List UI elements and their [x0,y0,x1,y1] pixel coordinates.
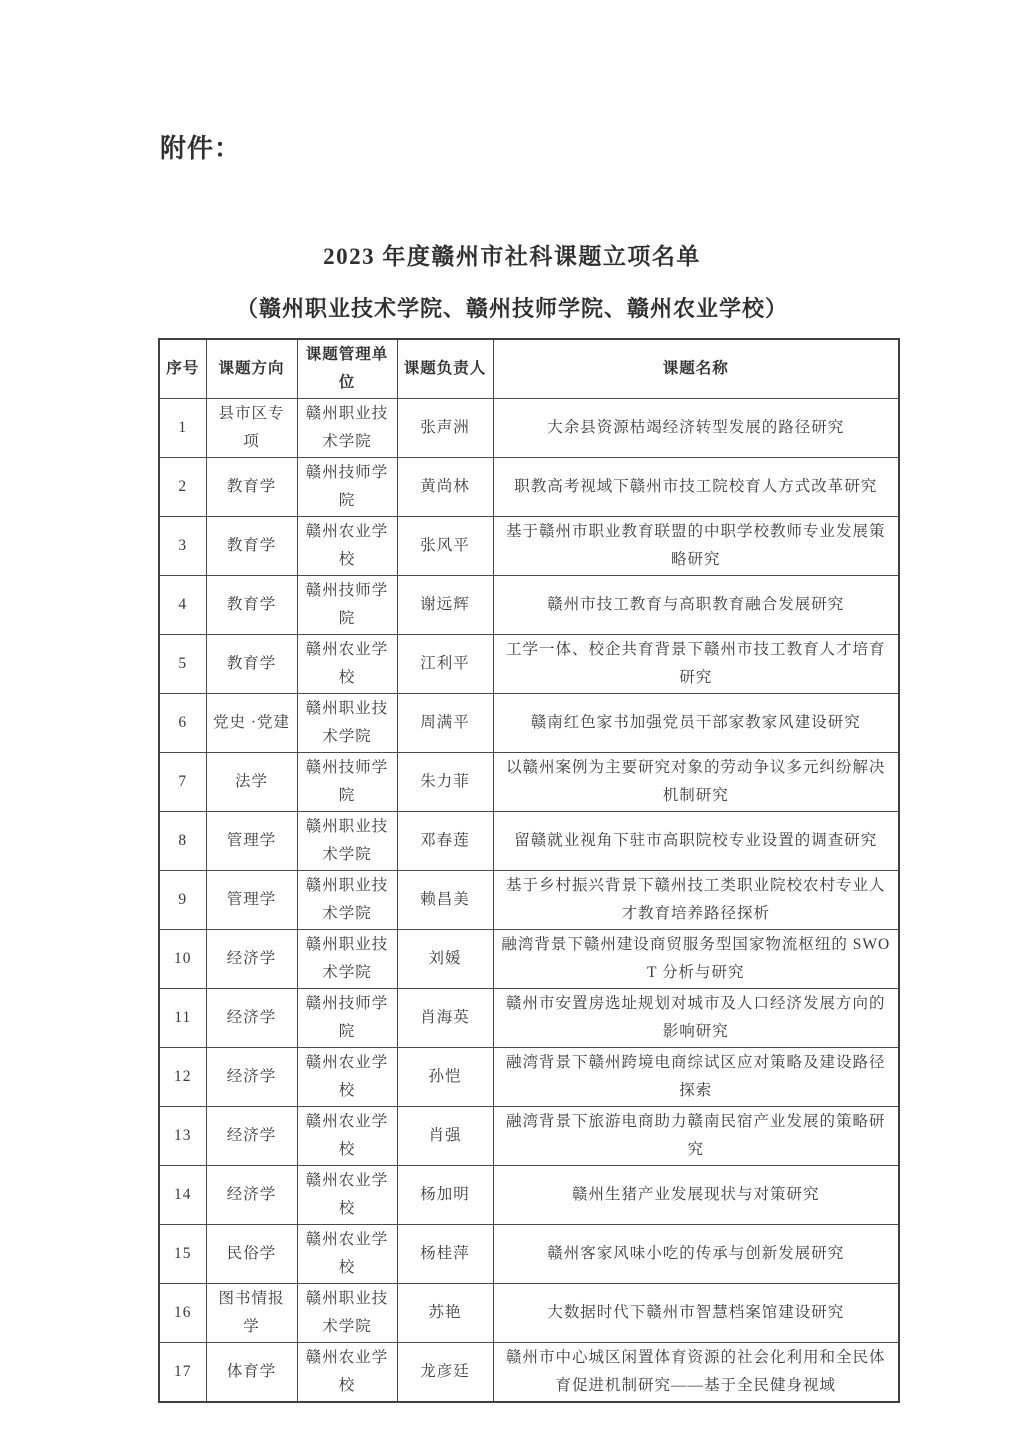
table-row [159,1343,899,1403]
table-row [159,1225,899,1284]
cell-direction: 教育学 [206,635,297,694]
projects-table-header [159,339,899,399]
table-row [159,989,899,1048]
table-row [159,1048,899,1107]
cell-no: 15 [159,1225,206,1284]
table-row [159,517,899,576]
cell-title: 留赣就业视角下驻市高职院校专业设置的调查研究 [493,812,899,871]
cell-unit: 赣州职业技术学院 [297,930,397,989]
cell-no: 1 [159,399,206,458]
table-row [159,399,899,458]
cell-leader: 谢远辉 [397,576,493,635]
header-row [159,339,899,399]
cell-unit: 赣州职业技术学院 [297,694,397,753]
table-row [159,871,899,930]
cell-direction: 法学 [206,753,297,812]
cell-direction: 体育学 [206,1343,297,1403]
cell-unit: 赣州技师学院 [297,458,397,517]
cell-title: 赣南红色家书加强党员干部家教家风建设研究 [493,694,899,753]
table-row [159,458,899,517]
cell-unit: 赣州技师学院 [297,753,397,812]
projects-table [158,338,900,1403]
cell-no: 3 [159,517,206,576]
cell-leader: 肖强 [397,1107,493,1166]
cell-title: 以赣州案例为主要研究对象的劳动争议多元纠纷解决机制研究 [493,753,899,812]
cell-unit: 赣州农业学校 [297,1225,397,1284]
page-title: 2023 年度赣州市社科课题立项名单 [323,244,701,269]
cell-no: 17 [159,1343,206,1403]
cell-no: 13 [159,1107,206,1166]
cell-direction: 民俗学 [206,1225,297,1284]
cell-unit: 赣州农业学校 [297,517,397,576]
cell-leader: 杨桂萍 [397,1225,493,1284]
cell-direction: 党史 ·党建 [206,694,297,753]
header-cell-no: 序号 [159,339,206,399]
table-row [159,694,899,753]
cell-title: 工学一体、校企共育背景下赣州市技工教育人才培育研究 [493,635,899,694]
cell-title: 融湾背景下赣州建设商贸服务型国家物流枢纽的 SWOT 分析与研究 [493,930,899,989]
cell-no: 11 [159,989,206,1048]
cell-leader: 黄尚林 [397,458,493,517]
cell-no: 9 [159,871,206,930]
cell-direction: 管理学 [206,871,297,930]
cell-leader: 刘媛 [397,930,493,989]
cell-leader: 朱力菲 [397,753,493,812]
cell-title: 赣州市中心城区闲置体育资源的社会化利用和全民体育促进机制研究——基于全民健身视域 [493,1343,899,1403]
table-row [159,1166,899,1225]
cell-direction: 县市区专项 [206,399,297,458]
cell-direction: 图书情报学 [206,1284,297,1343]
cell-leader: 周满平 [397,694,493,753]
cell-title: 赣州生猪产业发展现状与对策研究 [493,1166,899,1225]
cell-direction: 教育学 [206,517,297,576]
cell-unit: 赣州农业学校 [297,1343,397,1403]
cell-no: 2 [159,458,206,517]
attachment-label: 附件： [160,134,242,163]
cell-no: 7 [159,753,206,812]
cell-direction: 经济学 [206,1107,297,1166]
header-cell-leader: 课题负责人 [397,339,493,399]
cell-title: 赣州市安置房选址规划对城市及人口经济发展方向的影响研究 [493,989,899,1048]
cell-no: 4 [159,576,206,635]
cell-no: 10 [159,930,206,989]
cell-no: 8 [159,812,206,871]
cell-title: 大数据时代下赣州市智慧档案馆建设研究 [493,1284,899,1343]
table-row [159,753,899,812]
page-subtitle: （赣州职业技术学院、赣州技师学院、赣州农业学校） [235,296,788,321]
cell-unit: 赣州农业学校 [297,635,397,694]
cell-unit: 赣州农业学校 [297,1166,397,1225]
cell-direction: 教育学 [206,458,297,517]
cell-no: 16 [159,1284,206,1343]
table-row [159,1107,899,1166]
cell-direction: 教育学 [206,576,297,635]
cell-title: 基于赣州市职业教育联盟的中职学校教师专业发展策略研究 [493,517,899,576]
cell-unit: 赣州职业技术学院 [297,812,397,871]
cell-unit: 赣州职业技术学院 [297,1284,397,1343]
cell-unit: 赣州农业学校 [297,1048,397,1107]
cell-no: 14 [159,1166,206,1225]
cell-direction: 经济学 [206,989,297,1048]
cell-leader: 杨加明 [397,1166,493,1225]
cell-no: 12 [159,1048,206,1107]
cell-leader: 邓春莲 [397,812,493,871]
cell-leader: 肖海英 [397,989,493,1048]
cell-leader: 张风平 [397,517,493,576]
header-cell-unit: 课题管理单位 [297,339,397,399]
cell-leader: 孙恺 [397,1048,493,1107]
cell-title: 赣州客家风味小吃的传承与创新发展研究 [493,1225,899,1284]
cell-unit: 赣州职业技术学院 [297,871,397,930]
cell-title: 基于乡村振兴背景下赣州技工类职业院校农村专业人才教育培养路径探析 [493,871,899,930]
cell-direction: 经济学 [206,930,297,989]
cell-no: 6 [159,694,206,753]
cell-unit: 赣州农业学校 [297,1107,397,1166]
table-row [159,635,899,694]
cell-title: 赣州市技工教育与高职教育融合发展研究 [493,576,899,635]
cell-direction: 经济学 [206,1048,297,1107]
cell-title: 融湾背景下旅游电商助力赣南民宿产业发展的策略研究 [493,1107,899,1166]
cell-leader: 赖昌美 [397,871,493,930]
cell-direction: 管理学 [206,812,297,871]
cell-title: 融湾背景下赣州跨境电商综试区应对策略及建设路径探索 [493,1048,899,1107]
cell-unit: 赣州技师学院 [297,989,397,1048]
cell-leader: 张声洲 [397,399,493,458]
header-cell-title: 课题名称 [493,339,899,399]
cell-leader: 江利平 [397,635,493,694]
table-row [159,930,899,989]
cell-unit: 赣州职业技术学院 [297,399,397,458]
cell-direction: 经济学 [206,1166,297,1225]
table-row [159,1284,899,1343]
table-row [159,576,899,635]
table-row [159,812,899,871]
cell-unit: 赣州技师学院 [297,576,397,635]
cell-leader: 龙彦廷 [397,1343,493,1403]
projects-table-body [159,399,899,1403]
cell-leader: 苏艳 [397,1284,493,1343]
cell-title: 大余县资源枯竭经济转型发展的路径研究 [493,399,899,458]
header-cell-direction: 课题方向 [206,339,297,399]
cell-no: 5 [159,635,206,694]
cell-title: 职教高考视域下赣州市技工院校育人方式改革研究 [493,458,899,517]
